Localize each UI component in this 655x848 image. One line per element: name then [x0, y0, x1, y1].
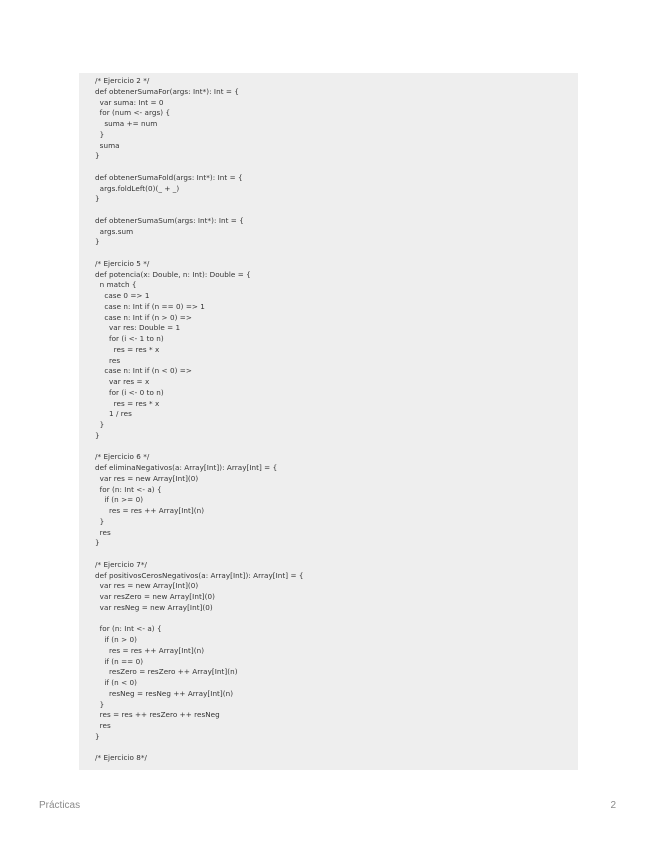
code-line: } [95, 194, 100, 204]
code-line: /* Ejercicio 2 */ [95, 76, 150, 85]
code-line: /* Ejercicio 6 */ [95, 452, 150, 462]
code-line: resNeg = resNeg ++ Array[Int](n) [95, 688, 234, 698]
code-line: 1 / res [95, 409, 132, 419]
code-line: for (i <- 0 to n) [95, 387, 164, 397]
code-line: var res: Double = 1 [95, 323, 181, 333]
code-line: if (n > 0) [95, 635, 137, 644]
code-line: args.sum [95, 226, 134, 236]
code-line [95, 614, 578, 625]
code-line: suma += num [95, 119, 158, 128]
code-line: res = res * x [95, 398, 160, 408]
code-line: /* Ejercicio 8*/ [95, 753, 148, 763]
code-line: n match { [95, 280, 137, 290]
code-line: def obtenerSumaFold(args: Int*): Int = { [95, 172, 243, 182]
code-line: def obtenerSumaSum(args: Int*): Int = { [95, 215, 244, 225]
code-line [95, 248, 578, 259]
code-line: res [95, 527, 111, 537]
code-line [95, 442, 578, 453]
code-line: res = res * x [95, 344, 160, 354]
code-line: var res = new Array[Int](0) [95, 473, 199, 483]
code-block [79, 73, 578, 770]
code-line: if (n == 0) [95, 656, 144, 666]
code-line: if (n >= 0) [95, 495, 144, 505]
code-line: def eliminaNegativos(a: Array[Int]): Array[Int] = { [95, 463, 278, 472]
code-line: case 0 => 1 [95, 291, 150, 300]
code-line: } [95, 129, 105, 139]
code-line: var resZero = new Array[Int](0) [95, 592, 215, 601]
code-line [95, 162, 578, 173]
code-line: var resNeg = new Array[Int](0) [95, 602, 213, 612]
code-line: /* Ejercicio 7*/ [95, 559, 148, 569]
code-line: var res = new Array[Int](0) [95, 581, 199, 591]
code-line: } [95, 420, 105, 429]
footer-title: Prácticas [39, 800, 81, 811]
code-line: res [95, 721, 111, 730]
code-line: if (n < 0) [95, 678, 137, 687]
code-line: } [95, 237, 100, 247]
code-line: for (n: Int <- a) { [95, 484, 162, 494]
code-line: for (num <- args) { [95, 108, 171, 118]
code-line: res = res ++ Array[Int](n) [95, 645, 205, 655]
code-line: resZero = resZero ++ Array[Int](n) [95, 667, 238, 677]
code-line: case n: Int if (n == 0) => 1 [95, 301, 205, 311]
code-line: res = res ++ Array[Int](n) [95, 506, 205, 515]
code-line: suma [95, 140, 120, 150]
code-line: def positivosCerosNegativos(a: Array[Int]): Array[Int] = { [95, 570, 304, 580]
code-line: } [95, 731, 100, 741]
code-line [95, 743, 578, 754]
code-line: } [95, 516, 105, 526]
page-number: 2 [610, 800, 616, 811]
code-line: case n: Int if (n < 0) => [95, 366, 192, 376]
code-line: /* Ejercicio 5 */ [95, 258, 150, 268]
code-line: } [95, 699, 105, 709]
code-line: } [95, 151, 100, 161]
code-line: } [95, 538, 100, 548]
code-line: def obtenerSumaFor(args: Int*): Int = { [95, 86, 239, 96]
code-line: var suma: Int = 0 [95, 97, 164, 107]
code-line [95, 205, 578, 216]
code-line: res [95, 355, 121, 365]
code-line: res = res ++ resZero ++ resNeg [95, 710, 220, 720]
code-line [95, 549, 578, 560]
code-line: for (n: Int <- a) { [95, 624, 162, 634]
code-line: var res = x [95, 377, 150, 386]
code-line: def potencia(x: Double, n: Int): Double = { [95, 269, 251, 279]
code-line: for (i <- 1 to n) [95, 334, 164, 343]
code-line: args.foldLeft(0)(_ + _) [95, 183, 180, 193]
code-line: } [95, 430, 100, 440]
code-line: case n: Int if (n > 0) => [95, 312, 192, 322]
